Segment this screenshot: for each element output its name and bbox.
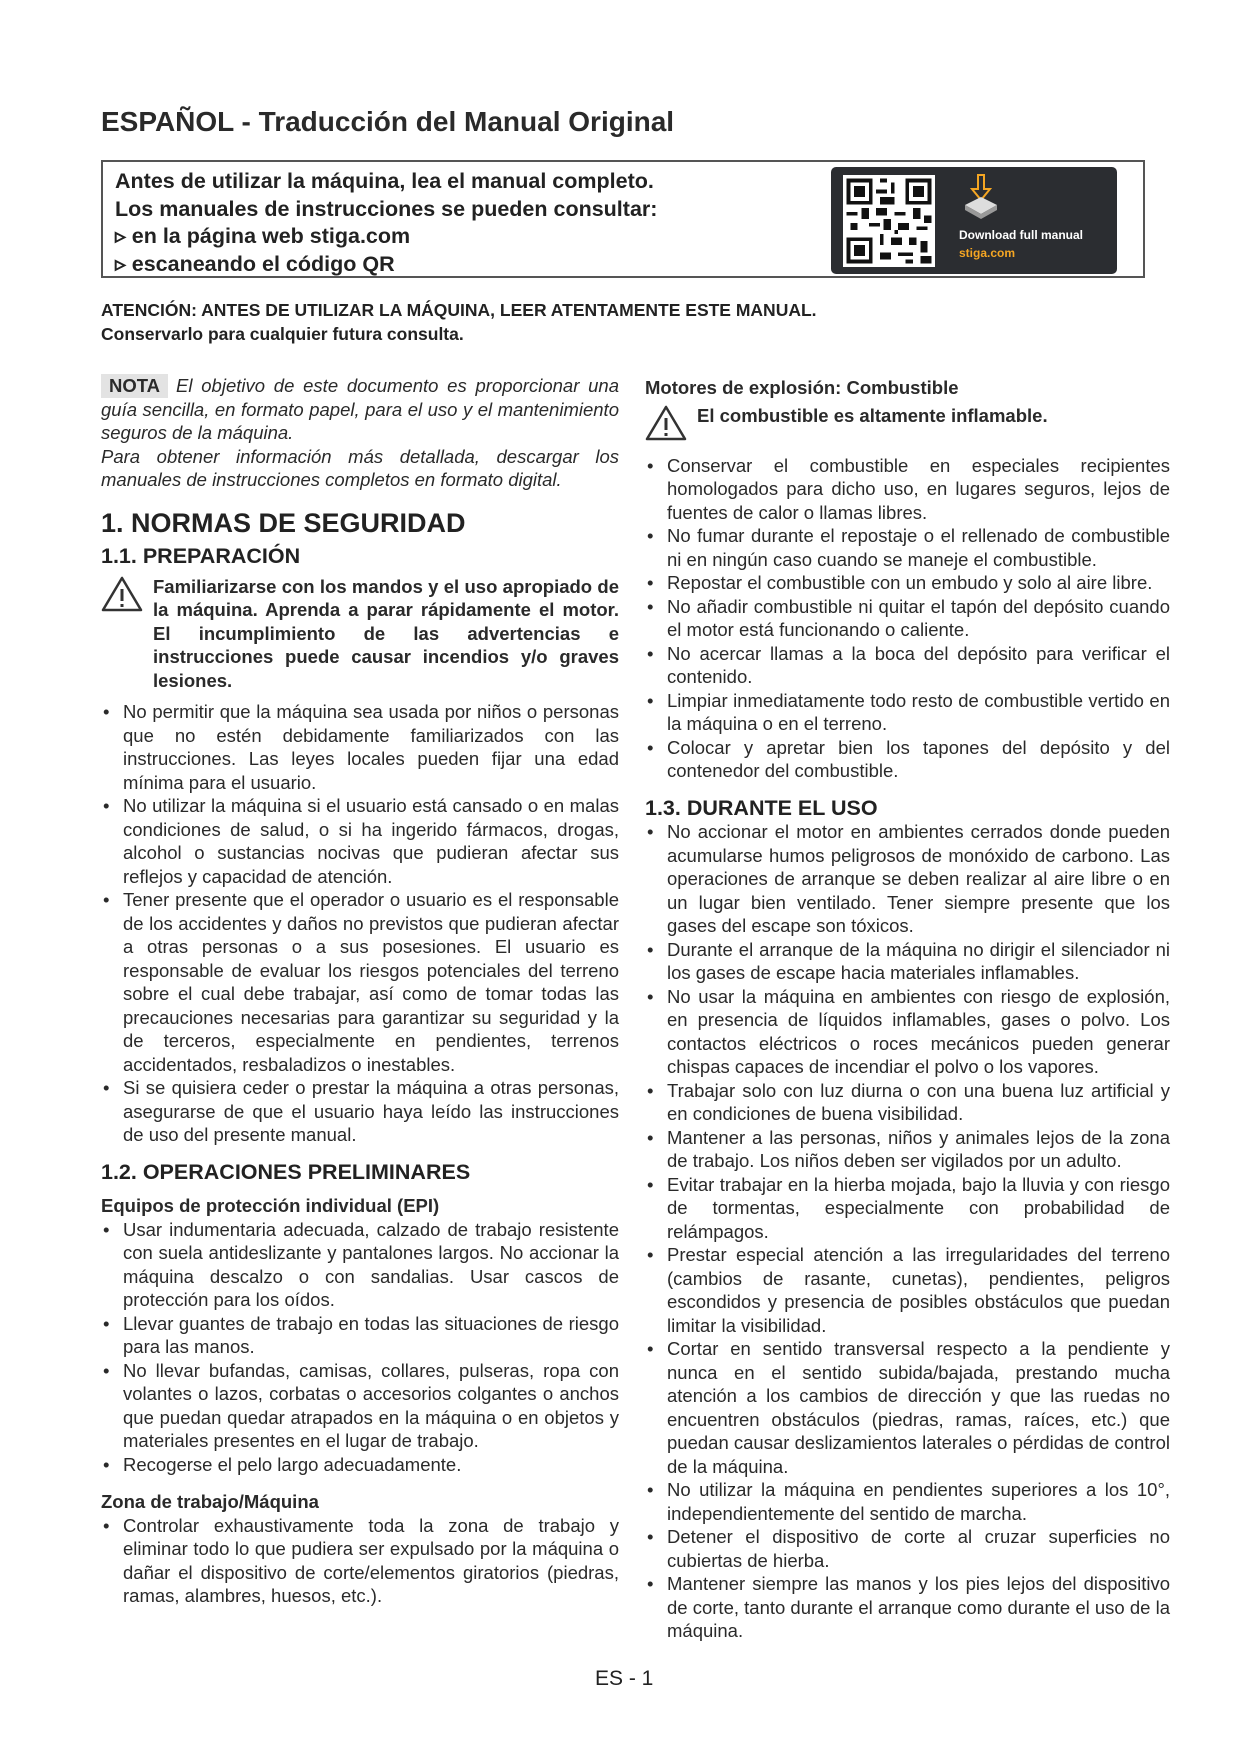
warning-text: Familiarizarse con los mandos y el uso apropiado de la máquina. Aprenda a parar rápidamente el motor. El incumplimiento de las advertencias e instrucciones puede causar incendios y/o graves lesiones. (153, 575, 619, 691)
attention-line: ATENCIÓN: ANTES DE UTILIZAR LA MÁQUINA, LEER ATENTAMENTE ESTE MANUAL. (101, 300, 817, 320)
subsection-heading: 1.1. PREPARACIÓN (101, 544, 301, 568)
list-item: • Detener el dispositivo de corte al cruzar superficies no cubiertas de hierba. (645, 1525, 1170, 1572)
attention-line: Conservarlo para cualquier futura consulta. (101, 324, 464, 344)
list-item: • No utilizar la máquina si el usuario está cansado o en malas condiciones de salud, o si ha ingerido fármacos, drogas, alcohol o sustancias nocivas que pudieran afectar sus reflejos y capacidad de atención. (101, 794, 619, 888)
manual-info-box (101, 160, 1145, 278)
note-block (101, 374, 619, 492)
list-item: • Recogerse el pelo largo adecuadamente. (101, 1453, 619, 1477)
download-panel[interactable] (831, 167, 1117, 274)
subheading-epi: Equipos de protección individual (EPI) (101, 1195, 440, 1216)
list-item: • No accionar el motor en ambientes cerrados donde pueden acumularse humos peligrosos de monóxido de carbono. Las operaciones de arranque se deben realizar al aire libre o en un lugar bien ventilado. Tener siempre presente que los gases del escape son tóxicos. (645, 820, 1170, 938)
list-item: • Limpiar inmediatamente todo resto de combustible vertido en la máquina o en el terreno. (645, 689, 1170, 736)
subsection-heading: 1.2. OPERACIONES PRELIMINARES (101, 1159, 471, 1184)
list-item: • Cortar en sentido transversal respecto a la pendiente y nunca en el sentido subida/bajada, prestando mucha atención a los cambios de dirección y que las ruedas no encuentren obstáculos (piedras, ramas, raíces, etc.) que puedan causar deslizamientos laterales o pérdidas de control de la máquina. (645, 1337, 1170, 1478)
note-badge: NOTA (101, 374, 168, 398)
list-item: • Controlar exhaustivamente toda la zona de trabajo y eliminar todo lo que pudiera ser expulsado por la máquina o dañar el dispositivo de corte/elementos giratorios (piedras, ramas, alambres, huesos, etc.). (101, 1514, 619, 1608)
warning-icon (645, 404, 687, 442)
list-item: • No acercar llamas a la boca del depósito para verificar el contenido. (645, 642, 1170, 689)
page-title: ESPAÑOL - Traducción del Manual Original (101, 106, 675, 137)
note-text: Para obtener información más detallada, descargar los manuales de instrucciones completos en formato digital. (101, 445, 619, 490)
warning-icon (101, 575, 143, 613)
warning-block (101, 575, 619, 693)
section-heading: 1. NORMAS DE SEGURIDAD (101, 507, 466, 538)
info-line: Antes de utilizar la máquina, lea el manual completo. (115, 169, 654, 193)
list-item: • Colocar y apretar bien los tapones del depósito y del contenedor del combustible. (645, 736, 1170, 783)
download-icon (959, 173, 1005, 223)
preparation-list (101, 700, 619, 1147)
list-item: • No permitir que la máquina sea usada por niños o personas que no estén debidamente familiarizados con las instrucciones. Las leyes locales pueden fijar una edad mínima para el usuario. (101, 700, 619, 794)
list-item: • No añadir combustible ni quitar el tapón del depósito cuando el motor está funcionando o caliente. (645, 595, 1170, 642)
list-item: • Si se quisiera ceder o prestar la máquina a otras personas, asegurarse de que el usuario haya leído las instrucciones de uso del presente manual. (101, 1076, 619, 1147)
list-item: • Usar indumentaria adecuada, calzado de trabajo resistente con suela antideslizante y pantalones largos. No accionar la máquina descalzo o con sandalias. Usar cascos de protección para los oídos. (101, 1218, 619, 1312)
list-item: • Llevar guantes de trabajo en todas las situaciones de riesgo para las manos. (101, 1312, 619, 1359)
qr-code-icon[interactable] (843, 175, 935, 267)
fuel-warning-block (645, 404, 1170, 442)
info-line-qr: ▹ escaneando el código QR (115, 251, 395, 276)
left-column (101, 374, 619, 1608)
list-item: • No usar la máquina en ambientes con riesgo de explosión, en presencia de líquidos inflamables, gases o polvo. Los contactos eléctricos o roces mecánicos pueden generar chispas capaces de incendiar el polvo o los vapores. (645, 985, 1170, 1079)
subheading-work-zone: Zona de trabajo/Máquina (101, 1491, 319, 1512)
list-item: • Mantener siempre las manos y los pies lejos del dispositivo de corte, tanto durante el arranque como durante el uso de la máquina. (645, 1572, 1170, 1643)
list-item: • Repostar el combustible con un embudo y solo al aire libre. (645, 571, 1170, 595)
list-item: • Evitar trabajar en la hierba mojada, bajo la lluvia y con riesgo de tormentas, especialmente con probabilidad de relámpagos. (645, 1173, 1170, 1244)
note-text: El objetivo de este documento es proporcionar una guía sencilla, en formato papel, para el uso y el mantenimiento seguros de la máquina. (101, 375, 619, 443)
warning-text: El combustible es altamente inflamable. (697, 404, 1048, 426)
fuel-list (645, 454, 1170, 783)
list-item: • No llevar bufandas, camisas, collares, pulseras, ropa con volantes o lazos, corbatas o accesorios colgantes o anchos que puedan quedar atrapados en la máquina o en objetos y materiales presentes en el lugar de trabajo. (101, 1359, 619, 1453)
download-url[interactable]: stiga.com (959, 246, 1016, 260)
attention-notice (101, 298, 817, 346)
info-box-text (115, 168, 657, 278)
right-column (645, 376, 1170, 1643)
list-item: • No utilizar la máquina en pendientes superiores a los 10°, independientemente del sentido de marcha. (645, 1478, 1170, 1525)
list-item: • No fumar durante el repostaje o el rellenado de combustible ni en ningún caso cuando se maneje el combustible. (645, 524, 1170, 571)
download-label: Download full manual (959, 228, 1084, 242)
subsection-heading: 1.3. DURANTE EL USO (645, 795, 878, 820)
info-line-website: ▹ en la página web stiga.com (115, 224, 411, 248)
page-number: ES - 1 (595, 1667, 654, 1690)
during-use-list (645, 820, 1170, 1643)
list-item: • Trabajar solo con luz diurna o con una buena luz artificial y en condiciones de buena visibilidad. (645, 1079, 1170, 1126)
list-item: • Prestar especial atención a las irregularidades del terreno (cambios de rasante, cunetas), pendientes, peligros escondidos y presencia de posibles obstáculos que puedan limitar la visibilidad. (645, 1243, 1170, 1337)
info-line: Los manuales de instrucciones se pueden consultar: (115, 196, 658, 221)
epi-list (101, 1218, 619, 1477)
list-item: • Tener presente que el operador o usuario es el responsable de los accidentes y daños no previstos que pudieran afectar a otras personas o a sus posesiones. El usuario es responsable de evaluar los riesgos potenciales del terreno sobre el cual debe trabajar, así como de tomar todas las precauciones necesarias para garantizar su seguridad y la de terceros, especialmente en pendientes, terrenos accidentados, resbaladizos o inestables. (101, 888, 619, 1076)
list-item: • Conservar el combustible en especiales recipientes homologados para dicho uso, en lugares seguros, lejos de fuentes de calor o llamas libres. (645, 454, 1170, 525)
work-zone-list (101, 1514, 619, 1608)
subheading-fuel: Motores de explosión: Combustible (645, 377, 959, 398)
list-item: • Mantener a las personas, niños y animales lejos de la zona de trabajo. Los niños deben ser vigilados por un adulto. (645, 1126, 1170, 1173)
list-item: • Durante el arranque de la máquina no dirigir el silenciador ni los gases de escape hacia materiales inflamables. (645, 938, 1170, 985)
